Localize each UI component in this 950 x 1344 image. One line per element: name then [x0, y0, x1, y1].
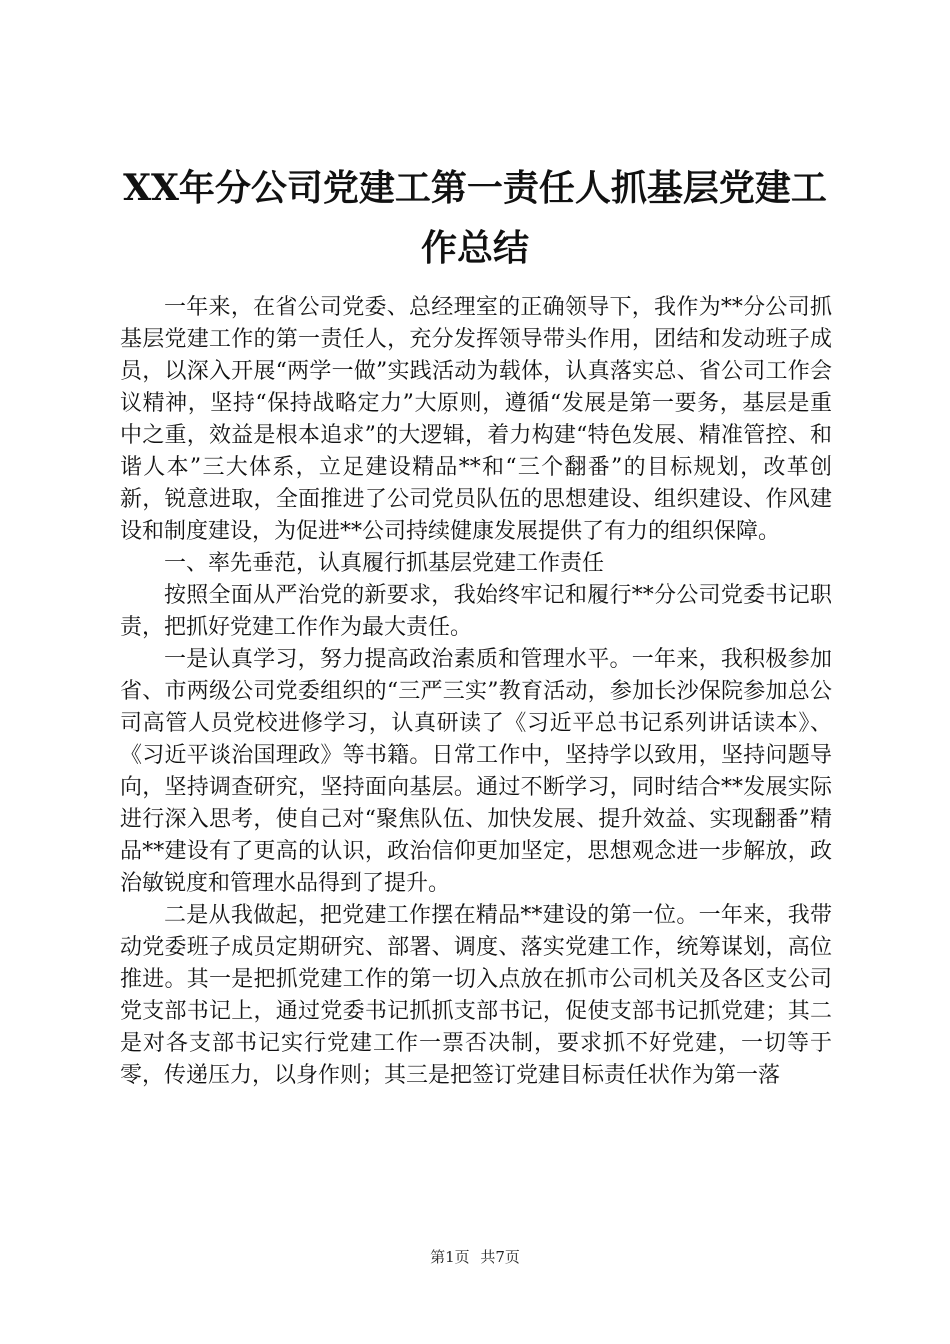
page-total: 共7页 [480, 1248, 520, 1266]
document-title-line-2: 作总结 [420, 227, 529, 269]
page-footer [0, 1246, 950, 1267]
document-title-line-1: XX年分公司党建工第一责任人抓基层党建工 [123, 167, 827, 209]
page-number: 第1页 [430, 1248, 470, 1266]
paragraph-lead-by-example: 二是从我做起，把党建工作摆在精品**建设的第一位。一年来，我带动党委班子成员定期研究、部署、调度、落实党建工作，统筹谋划，高位推进。其一是把抓党建工作的第一切入点放在抓市公司机关及各区支公司党支部书记上，通过党委书记抓抓支部书记，促使支部书记抓党建；其二是对各支部书记实行党建工作一票否决制，要求抓不好党建，一切等于零，传递压力，以身作则；其三是把签订党建目标责任状作为第一落 [120, 903, 832, 1088]
paragraph-section-1-intro: 按照全面从严治党的新要求，我始终牢记和履行**分公司党委书记职责，把抓好党建工作作为最大责任。 [120, 583, 832, 640]
document-body [120, 292, 832, 1092]
paragraph-study: 一是认真学习，努力提高政治素质和管理水平。一年来，我积极参加省、市两级公司党委组织的“三严三实”教育活动，参加长沙保院参加总公司高管人员党校进修学习，认真研读了《习近平总书记系列讲话读本》、《习近平谈治国理政》等书籍。日常工作中，坚持学以致用，坚持问题导向，坚持调查研究，坚持面向基层。通过不断学习，同时结合**发展实际进行深入思考，使自己对“聚焦队伍、加快发展、提升效益、实现翻番”精品**建设有了更高的认识，政治信仰更加坚定，思想观念进一步解放，政治敏锐度和管理水品得到了提升。 [120, 647, 832, 896]
section-heading-1: 一、率先垂范，认真履行抓基层党建工作责任 [164, 551, 605, 576]
paragraph-intro: 一年来，在省公司党委、总经理室的正确领导下，我作为**分公司抓基层党建工作的第一责任人，充分发挥领导带头作用，团结和发动班子成员，以深入开展“两学一做”实践活动为载体，认真落实总、省公司工作会议精神，坚持“保持战略定力”大原则，遵循“发展是第一要务，基层是重中之重，效益是根本追求”的大逻辑，着力构建“特色发展、精准管控、和谐人本”三大体系，立足建设精品**和“三个翻番”的目标规划，改革创新，锐意进取，全面推进了公司党员队伍的思想建设、组织建设、作风建设和制度建设，为促进**公司持续健康发展提供了有力的组织保障。 [120, 295, 832, 544]
